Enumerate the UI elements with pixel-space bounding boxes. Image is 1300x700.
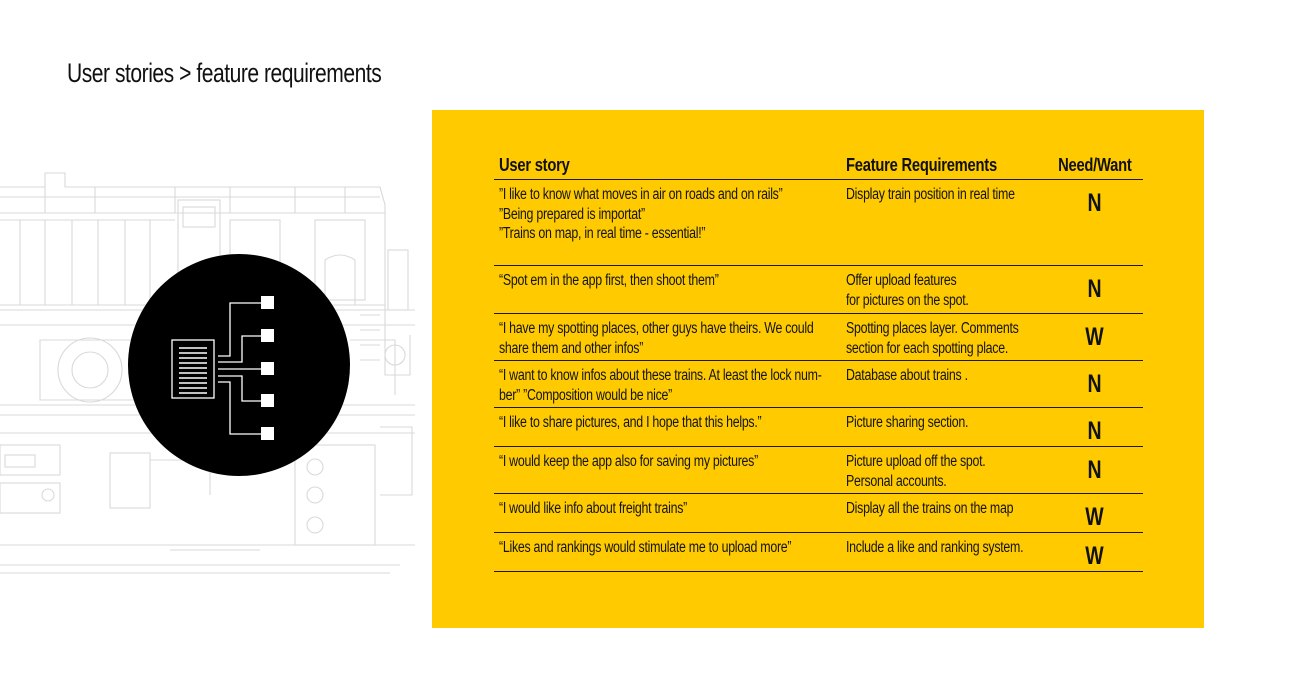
header-user-story: User story [499,155,570,175]
table-row [494,533,1143,572]
feature-text: Display all the trains on the map [846,500,1014,517]
need-want-mark: N [1087,456,1102,484]
feature-cell [846,314,1046,360]
feature-text: section for each spotting place. [846,339,1008,357]
need-want-cell [1046,361,1143,407]
feature-cell [846,266,1046,313]
user-story-cell [494,266,846,313]
header-need-want: Need/Want [1057,155,1132,175]
table-row [494,361,1143,408]
user-story-cell [494,494,846,532]
need-want-cell [1046,494,1143,532]
need-want-cell [1046,408,1143,446]
user-story-text: ber” ”Composition would be nice” [499,386,672,404]
need-want-mark: W [1085,542,1104,570]
user-story-text: “I like to share pictures, and I hope that this helps.” [499,414,762,431]
user-story-cell [494,447,846,493]
need-want-mark: W [1085,323,1104,351]
feature-cell [846,408,1046,446]
feature-text: Picture upload off the spot. [846,453,986,470]
table-row [494,180,1143,266]
need-want-cell [1046,180,1143,265]
feature-text: Picture sharing section. [846,414,969,431]
feature-cell [846,361,1046,407]
need-want-mark: N [1087,189,1102,217]
need-want-mark: N [1087,275,1102,303]
feature-cell [846,447,1046,493]
table-row [494,266,1143,314]
feature-text: Database about trains . [846,367,968,384]
user-story-text: “Spot em in the app first, then shoot them” [499,272,719,289]
user-story-text: share them and other infos” [499,339,644,357]
feature-text: Spotting places layer. Comments [846,320,1019,337]
document-requirements-diagram [126,252,352,478]
diagram-circle [128,254,350,476]
user-story-text: ”Being prepared is importat” [499,205,645,223]
user-story-text: “I would like info about freight trains” [499,500,687,517]
feature-cell [846,494,1046,532]
table-row [494,494,1143,533]
user-story-cell [494,533,846,571]
user-story-cell [494,314,846,360]
need-want-cell [1046,314,1143,360]
user-story-text: “I want to know infos about these trains. At least the lock num- [499,367,822,384]
table-header [494,154,1143,180]
user-story-cell [494,361,846,407]
user-story-text: ”I like to know what moves in air on roads and on rails” [499,186,783,203]
requirements-table [494,154,1143,572]
feature-text: Display train position in real time [846,186,1015,203]
user-story-text: “I would keep the app also for saving my pictures” [499,453,758,470]
user-story-text: ”Trains on map, in real time - essential!” [499,225,706,242]
table-row [494,408,1143,447]
need-want-mark: N [1087,417,1102,445]
header-feature-requirements: Feature Requirements [846,155,997,175]
need-want-mark: W [1085,503,1104,531]
table-row [494,314,1143,361]
user-story-text: “Likes and rankings would stimulate me to upload more” [499,539,792,556]
need-want-cell [1046,266,1143,313]
feature-cell [846,533,1046,571]
feature-text: Personal accounts. [846,472,947,490]
feature-text: for pictures on the spot. [846,291,969,309]
need-want-cell [1046,533,1143,571]
user-story-cell [494,408,846,446]
page-title: User stories > feature requirements [67,58,382,88]
user-story-text: “I have my spotting places, other guys have theirs. We could [499,320,814,337]
need-want-mark: N [1087,370,1102,398]
table-row [494,447,1143,494]
feature-text: Include a like and ranking system. [846,539,1024,556]
need-want-cell [1046,447,1143,493]
user-story-cell [494,180,846,265]
feature-text: Offer upload features [846,272,957,289]
feature-cell [846,180,1046,265]
requirements-panel [432,110,1204,628]
